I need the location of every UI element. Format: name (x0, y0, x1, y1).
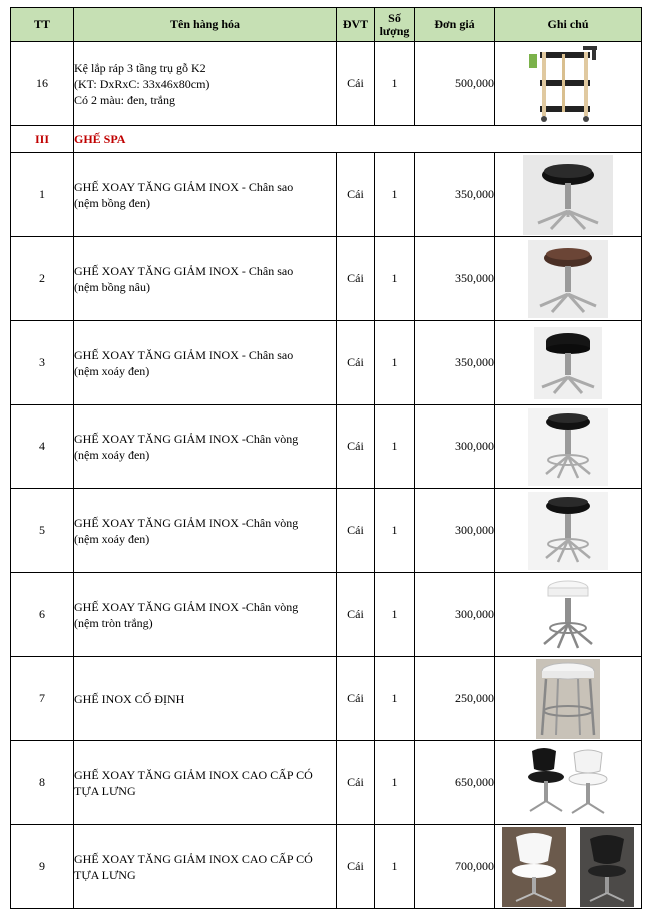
row-price: 300,000 (415, 489, 495, 573)
table-row (11, 405, 642, 489)
row-unit: Cái (337, 237, 375, 321)
row-image-cell (495, 42, 642, 126)
row-name-line1: GHẾ XOAY TĂNG GIẢM INOX - Chân sao (74, 263, 294, 278)
ring-stool-white-icon (530, 576, 606, 654)
table-row (11, 237, 642, 321)
row-unit: Cái (337, 153, 375, 237)
row-name-line1: GHẾ XOAY TĂNG GIẢM INOX - Chân sao (74, 179, 294, 194)
row-name-line2: (nệm bồng nâu) (74, 279, 150, 294)
row-unit: Cái (337, 825, 375, 909)
row-name-line2: (nệm xoáy đen) (74, 363, 150, 378)
table-row (11, 42, 642, 126)
row-price: 500,000 (415, 42, 495, 126)
table-row (11, 489, 642, 573)
row-price: 250,000 (415, 657, 495, 741)
row-price: 350,000 (415, 153, 495, 237)
row-qty: 1 (375, 42, 415, 126)
row-unit: Cái (337, 489, 375, 573)
table-row (11, 657, 642, 741)
row-qty: 1 (375, 489, 415, 573)
row-qty: 1 (375, 741, 415, 825)
table-row (11, 573, 642, 657)
price-table (10, 7, 642, 909)
header-tt: TT (11, 8, 74, 42)
row-image-cell (495, 153, 642, 237)
row-price: 300,000 (415, 573, 495, 657)
row-unit: Cái (337, 321, 375, 405)
row-unit: Cái (337, 657, 375, 741)
row-qty: 1 (375, 825, 415, 909)
table-row (11, 153, 642, 237)
header-price: Đơn giá (415, 8, 495, 42)
row-tt: 5 (11, 489, 74, 573)
row-name (74, 741, 337, 825)
brown-tufted-stool-icon (528, 240, 608, 318)
row-name-line1: GHẾ XOAY TĂNG GIẢM INOX -Chân vòng (74, 599, 299, 614)
table-row (11, 825, 642, 909)
row-name (74, 42, 337, 126)
row-name (74, 153, 337, 237)
row-unit: Cái (337, 741, 375, 825)
row-price: 300,000 (415, 405, 495, 489)
row-name-line1: GHẾ XOAY TĂNG GIẢM INOX - Chân sao (74, 347, 294, 362)
row-image-cell (495, 741, 642, 825)
black-backrest-stool-photo-icon (580, 827, 634, 907)
ring-stool-black-icon (528, 492, 608, 570)
row-name-line2: (nệm xoáy đen) (74, 531, 150, 546)
row-name-line1: GHẾ INOX CỐ ĐỊNH (74, 691, 185, 706)
row-qty: 1 (375, 153, 415, 237)
row-qty: 1 (375, 573, 415, 657)
row-name-line1: GHẾ XOAY TĂNG GIẢM INOX -Chân vòng (74, 431, 299, 446)
row-qty: 1 (375, 237, 415, 321)
row-name-line2: TỰA LƯNG (74, 867, 136, 882)
ring-stool-black-icon (528, 408, 608, 486)
section-roman: III (11, 126, 74, 153)
row-name (74, 825, 337, 909)
header-qty-line2: lượng (379, 23, 410, 38)
row-name (74, 573, 337, 657)
row-name-line2: (nệm xoáy đen) (74, 447, 150, 462)
row-name-line3: Có 2 màu: đen, trắng (74, 92, 175, 107)
row-image-cell (495, 405, 642, 489)
section-title: GHẾ SPA (74, 126, 642, 153)
row-unit: Cái (337, 405, 375, 489)
table-row (11, 321, 642, 405)
header-qty (375, 8, 415, 42)
row-image-cell (495, 321, 642, 405)
header-qty-line1: Số (388, 10, 401, 25)
row-name-line2: TỰA LƯNG (74, 783, 136, 798)
section-row (11, 126, 642, 153)
header-unit: ĐVT (337, 8, 375, 42)
row-image-cell (495, 573, 642, 657)
row-price: 350,000 (415, 237, 495, 321)
row-qty: 1 (375, 405, 415, 489)
row-name-line1: GHẾ XOAY TĂNG GIẢM INOX CAO CẤP CÓ (74, 851, 313, 866)
row-tt: 8 (11, 741, 74, 825)
table-row (11, 741, 642, 825)
row-tt: 16 (11, 42, 74, 126)
table-header-row (11, 8, 642, 42)
row-price: 350,000 (415, 321, 495, 405)
row-image-cell (495, 825, 642, 909)
header-name: Tên hàng hóa (74, 8, 337, 42)
row-name (74, 237, 337, 321)
row-unit: Cái (337, 42, 375, 126)
row-tt: 9 (11, 825, 74, 909)
row-name (74, 321, 337, 405)
row-name-line1: GHẾ XOAY TĂNG GIẢM INOX -Chân vòng (74, 515, 299, 530)
white-backrest-stool-photo-icon (502, 827, 566, 907)
row-tt: 2 (11, 237, 74, 321)
row-tt: 1 (11, 153, 74, 237)
row-name-line1: GHẾ XOAY TĂNG GIẢM INOX CAO CẤP CÓ (74, 767, 313, 782)
row-tt: 6 (11, 573, 74, 657)
row-tt: 4 (11, 405, 74, 489)
backrest-stools-pair-icon (522, 743, 614, 823)
row-name (74, 405, 337, 489)
row-price: 650,000 (415, 741, 495, 825)
row-qty: 1 (375, 321, 415, 405)
row-name (74, 489, 337, 573)
row-unit: Cái (337, 573, 375, 657)
row-price: 700,000 (415, 825, 495, 909)
row-qty: 1 (375, 657, 415, 741)
black-tufted-stool-icon (523, 155, 613, 235)
row-image-cell (495, 237, 642, 321)
header-note: Ghi chú (495, 8, 642, 42)
row-name-line2: (nệm tròn trắng) (74, 615, 153, 630)
row-image-cell (495, 657, 642, 741)
row-tt: 3 (11, 321, 74, 405)
row-name-line2: (KT: DxRxC: 33x46x80cm) (74, 76, 210, 91)
row-name-line1: Kệ lắp ráp 3 tầng trụ gỗ K2 (74, 60, 206, 75)
row-image-cell (495, 489, 642, 573)
fixed-stool-icon (536, 659, 600, 739)
black-stool-icon (534, 327, 602, 399)
three-tier-cart-icon (528, 44, 608, 124)
row-name (74, 657, 337, 741)
row-tt: 7 (11, 657, 74, 741)
backrest-stools-two-photos-icon (495, 825, 641, 908)
row-name-line2: (nệm bồng đen) (74, 195, 150, 210)
